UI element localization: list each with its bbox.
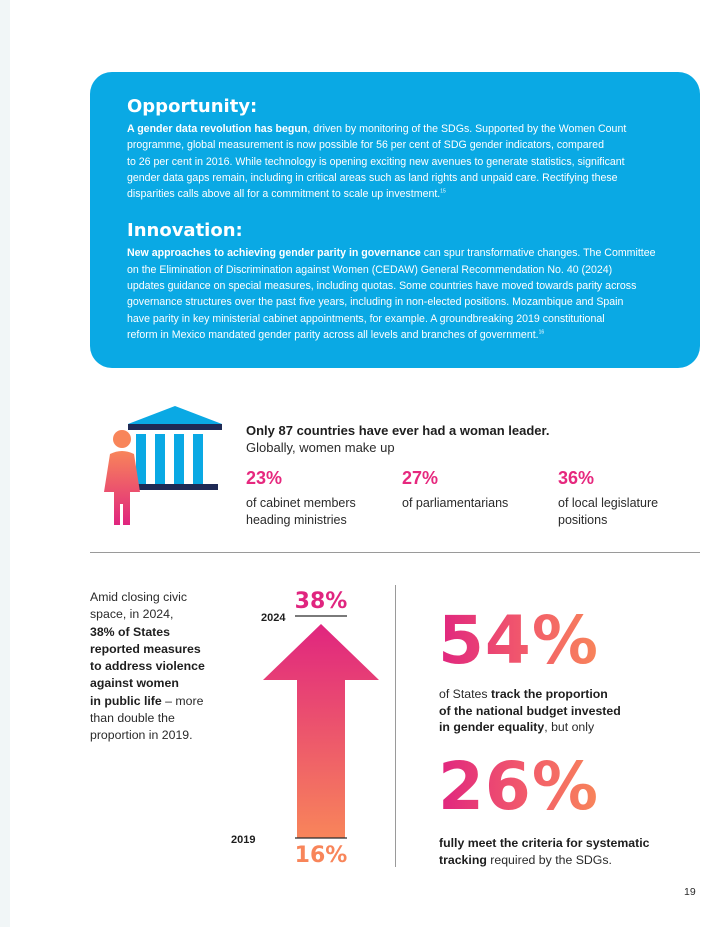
stat-parliament: [402, 467, 508, 512]
chart-category-label: 2019: [231, 834, 256, 846]
violence-measures-arrow-chart: [225, 583, 385, 868]
column-divider: [395, 585, 396, 867]
up-arrow-icon: [263, 624, 379, 838]
stat-percent: 23%: [246, 468, 283, 488]
stat-label: of local legislature positions: [558, 496, 659, 527]
section-divider: [90, 552, 700, 553]
opportunity-title: Opportunity:: [127, 96, 258, 117]
innovation-title: Innovation:: [127, 220, 243, 242]
budget-tracking-text: of States track the proportion of the national budget invested in gender equality, but only: [439, 687, 621, 734]
innovation-body: New approaches to achieving gender parity in governance can spur transformative changes. The Committee on the Elimination of Discrimination against Women (CEDAW) General Recommendation No. 40 (2024) updates guidance on special measures, including quotas. Some countries have moved towards parity across governance structures over the past five years, including in non-elected positions. Mozambique and Spain have parity in key ministerial cabinet appointments, for example. A groundbreaking 2019 constitutional reform in Mexico mandated gender parity across all levels and branches of government.$^{16}$: [127, 247, 656, 341]
stat-percent: 36%: [558, 468, 595, 488]
leaders-headline: Only 87 countries have ever had a woman leader.: [246, 423, 550, 438]
left-margin-rail: [0, 0, 10, 927]
budget-tracking-percent: 54%: [438, 602, 599, 679]
stat-local: [558, 467, 658, 529]
opportunity-innovation-box: [90, 72, 700, 368]
government-building-icon: [100, 404, 225, 529]
civic-space-text: Amid closing civic space, in 2024, 38% of States reported measures to address violence against women in public life – more than double the proportion in 2019.: [90, 590, 205, 743]
full-criteria-text: fully meet the criteria for systematic tracking required by the SDGs.: [439, 836, 650, 867]
leaders-intro: [246, 422, 686, 456]
innovation-lead: New approaches to achieving gender parity in governance: [127, 247, 421, 260]
page-number: 19: [684, 886, 696, 898]
stat-label: of cabinet members heading ministries: [246, 496, 356, 527]
chart-value-label: 16%: [294, 843, 348, 868]
footnote-marker: 16: [538, 329, 545, 336]
full-criteria-percent: 26%: [438, 748, 599, 825]
woman-figure-icon: [104, 430, 140, 525]
chart-category-label: 2024: [261, 612, 286, 624]
opportunity-lead: A gender data revolution has begun: [127, 123, 308, 135]
chart-value-label: 38%: [294, 589, 348, 614]
stat-cabinet: [246, 467, 356, 529]
stat-label: of parliamentarians: [402, 496, 509, 510]
leaders-subline: Globally, women make up: [246, 440, 395, 455]
footnote-marker: 15: [440, 188, 446, 195]
stat-percent: 27%: [402, 468, 439, 488]
opportunity-body: A gender data revolution has begun, driven by monitoring of the SDGs. Supported by the Women Count programme, global measurement is now possible for 56 per cent of SDG gender indicators, compared to 26 per cent in 2016. While technology is opening exciting new avenues to generate statistics, significant gender data gaps remain, including in critical areas such as land rights and unpaid care. Rectifying these disparities calls above all for a commitment to scale up investment.$^{15}$: [127, 123, 627, 201]
